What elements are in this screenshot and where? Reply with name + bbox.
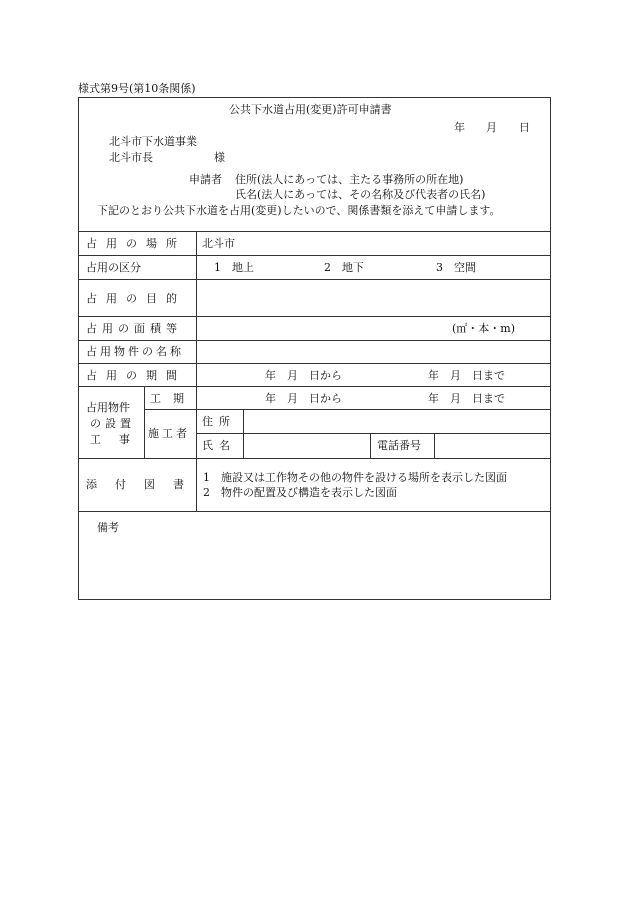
column-divider	[243, 409, 244, 458]
area-unit: (㎡・本・m)	[452, 322, 516, 335]
construction-label-line2: の設置	[90, 417, 135, 430]
column-divider	[370, 433, 371, 458]
contractor-address-label: 住所	[202, 415, 236, 428]
area-label: 占用の面積等	[86, 322, 182, 335]
row-divider	[78, 386, 551, 387]
row-divider	[144, 409, 551, 410]
term-from: 年 月 日から	[265, 392, 342, 405]
term-to: 年 月 日まで	[428, 392, 505, 405]
row-divider	[78, 316, 551, 317]
location-label	[86, 237, 190, 250]
column-divider	[434, 433, 435, 458]
applicant-address-label: 住所(法人にあっては、主たる事務所の所在地)	[235, 173, 464, 186]
row-divider	[196, 433, 551, 434]
date-year: 年	[454, 121, 465, 134]
applicant-label: 申請者	[189, 173, 222, 186]
applicant-name-label: 氏名(法人にあっては、その名称及び代表者の氏名)	[235, 188, 486, 201]
period-to: 年 月 日まで	[428, 369, 505, 382]
row-divider	[78, 340, 551, 341]
location-label-text: 占用の場所	[86, 237, 186, 250]
phone-label: 電話番号	[377, 439, 421, 452]
addressee-line2: 北斗市長	[109, 151, 153, 164]
object-name-label: 占用物件の名称	[86, 345, 184, 358]
contractor-name-label: 氏名	[202, 439, 236, 452]
row-divider	[78, 458, 551, 459]
row-divider	[78, 231, 551, 232]
attachment-item-2: 2 物件の配置及び構造を表示した図面	[203, 486, 397, 499]
row-divider	[78, 511, 551, 512]
column-divider	[144, 386, 145, 458]
category-label: 占用の区分	[86, 261, 141, 274]
term-label: 工期	[150, 392, 196, 405]
row-divider	[78, 279, 551, 280]
location-value: 北斗市	[202, 237, 235, 250]
category-option-underground: 2 地下	[324, 261, 364, 274]
row-divider	[78, 363, 551, 364]
construction-label-line1: 占用物件	[86, 401, 130, 414]
statement: 下記のとおり公共下水道を占用(変更)したいので、関係書類を添えて申請します。	[97, 204, 501, 217]
period-label: 占用の期間	[86, 369, 186, 382]
period-from: 年 月 日から	[265, 369, 342, 382]
attachments-label: 添付図書	[86, 478, 202, 491]
purpose-label: 占用の目的	[86, 292, 186, 305]
remarks-label: 備考	[97, 521, 119, 534]
contractor-label: 施工者	[148, 427, 190, 440]
date-day: 日	[519, 121, 530, 134]
row-divider	[78, 255, 551, 256]
construction-label-line3: 工事	[90, 433, 148, 446]
category-option-ground: 1 地上	[214, 261, 254, 274]
form-title: 公共下水道占用(変更)許可申請書	[229, 103, 392, 116]
addressee-line1: 北斗市下水道事業	[109, 135, 197, 148]
column-divider	[196, 231, 197, 511]
category-option-air: 3 空間	[436, 261, 476, 274]
form-number: 様式第9号(第10条関係)	[78, 82, 196, 95]
addressee-honorific: 様	[214, 151, 225, 164]
attachment-item-1: 1 施設又は工作物その他の物件を設ける場所を表示した図面	[203, 471, 507, 484]
date-month: 月	[486, 121, 497, 134]
